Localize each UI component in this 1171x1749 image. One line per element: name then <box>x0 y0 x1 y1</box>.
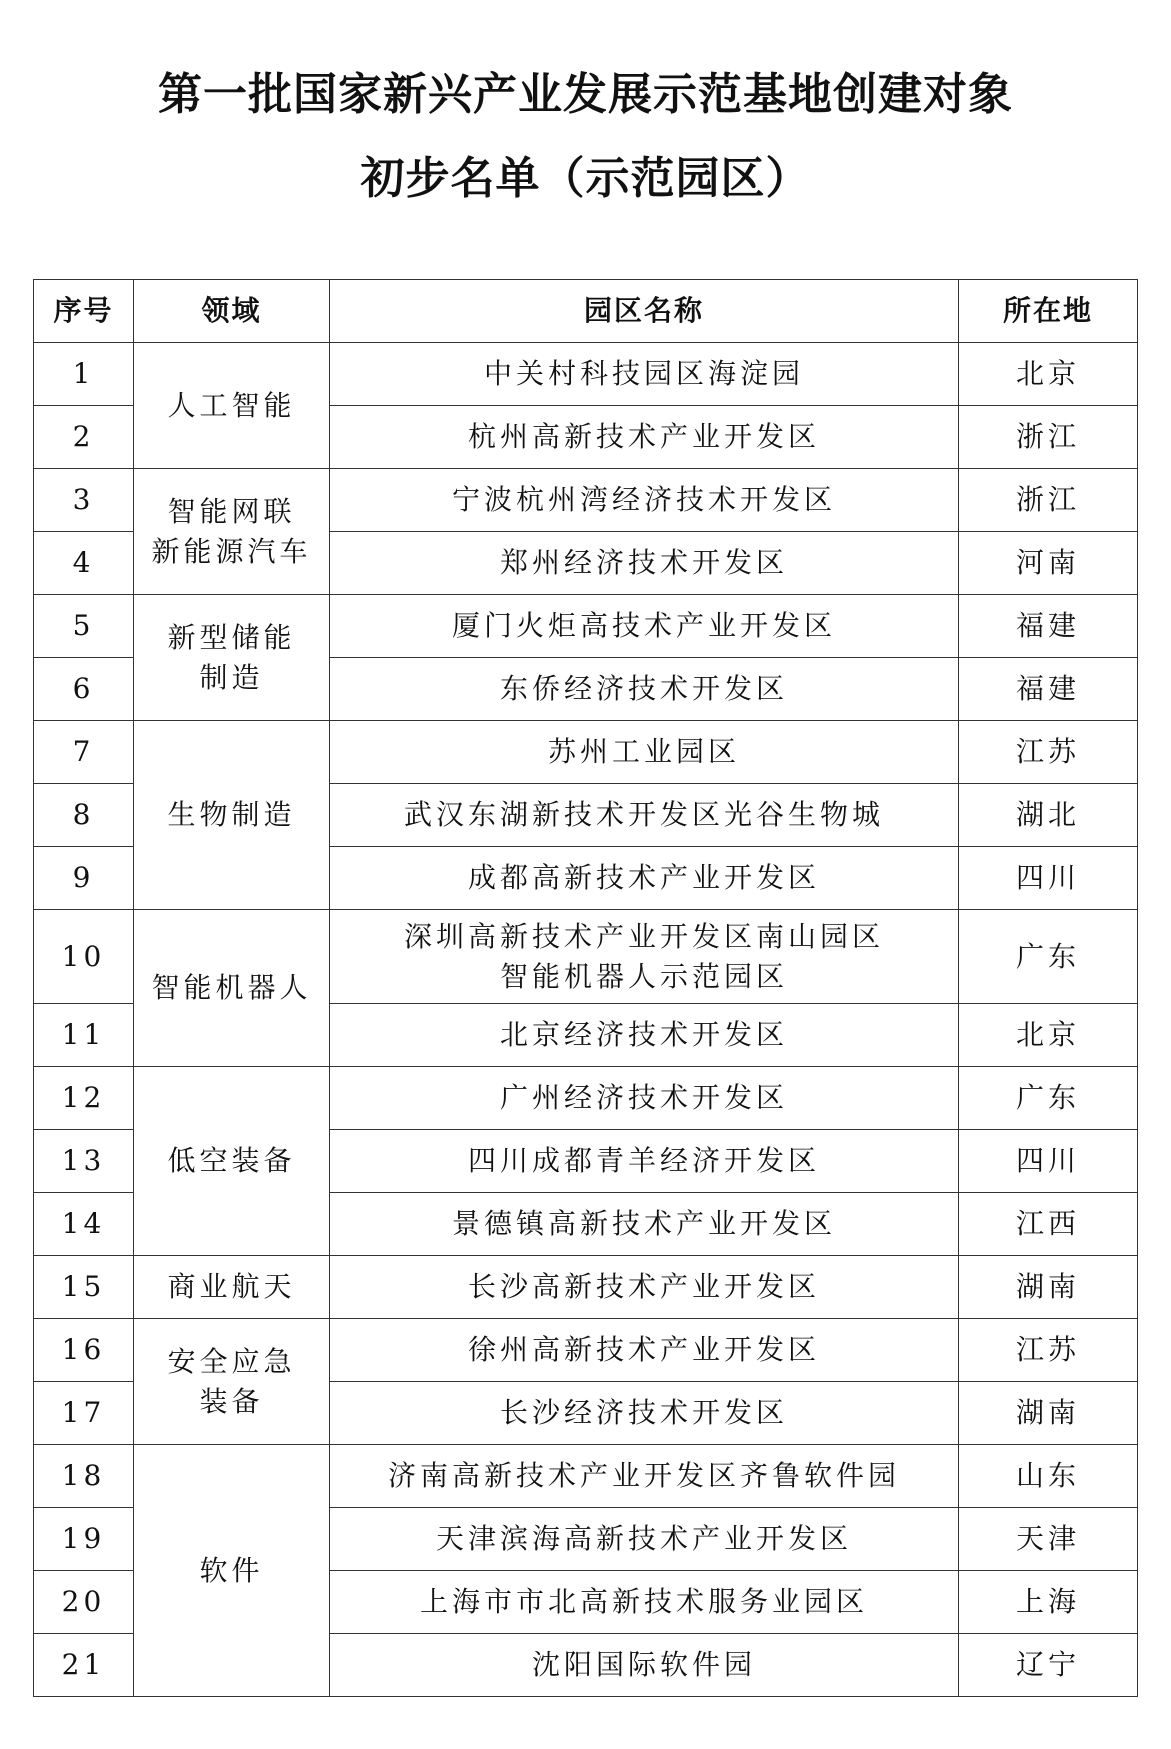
park-name-line: 中关村科技园区海淀园 <box>483 357 804 391</box>
row-location: 山东 <box>959 1445 1138 1508</box>
row-location: 辽宁 <box>959 1634 1138 1697</box>
column-header-number: 序号 <box>34 280 134 343</box>
park-name-line: 郑州经济技术开发区 <box>499 546 788 580</box>
row-location: 浙江 <box>959 469 1138 532</box>
park-name-line: 东侨经济技术开发区 <box>499 672 788 706</box>
park-name-line: 北京经济技术开发区 <box>499 1018 788 1052</box>
row-number: 3 <box>34 469 134 532</box>
row-number: 8 <box>34 784 134 847</box>
page-subtitle: 初步名单（示范园区） <box>360 153 811 204</box>
row-number: 14 <box>34 1193 134 1256</box>
park-name-line: 智能机器人示范园区 <box>499 959 788 993</box>
row-number: 10 <box>34 910 134 1004</box>
row-domain: 智能机器人 <box>134 910 330 1067</box>
park-name-line: 杭州高新技术产业开发区 <box>467 420 820 454</box>
row-park-name <box>330 406 959 469</box>
row-park-name <box>330 1571 959 1634</box>
row-location: 浙江 <box>959 406 1138 469</box>
row-number: 2 <box>34 406 134 469</box>
table-header-row <box>34 280 1138 343</box>
row-park-name <box>330 847 959 910</box>
table-body <box>34 343 1138 1697</box>
row-location: 福建 <box>959 595 1138 658</box>
row-domain: 安全应急 装备 <box>134 1319 330 1445</box>
row-location: 四川 <box>959 847 1138 910</box>
row-number: 1 <box>34 343 134 406</box>
row-number: 7 <box>34 721 134 784</box>
row-number: 9 <box>34 847 134 910</box>
row-number: 11 <box>34 1004 134 1067</box>
row-park-name <box>330 658 959 721</box>
table-row <box>34 1067 1138 1130</box>
park-name-line: 深圳高新技术产业开发区南山园区 <box>403 920 884 954</box>
park-name-line: 广州经济技术开发区 <box>499 1081 788 1115</box>
row-location: 江西 <box>959 1193 1138 1256</box>
table-row <box>34 469 1138 532</box>
park-name-line: 长沙高新技术产业开发区 <box>467 1270 820 1304</box>
row-location: 江苏 <box>959 1319 1138 1382</box>
row-park-name <box>330 1634 959 1697</box>
park-name-line: 济南高新技术产业开发区齐鲁软件园 <box>387 1459 900 1493</box>
row-number: 20 <box>34 1571 134 1634</box>
column-header-domain: 领域 <box>134 280 330 343</box>
row-number: 13 <box>34 1130 134 1193</box>
park-name-line: 上海市市北高新技术服务业园区 <box>419 1585 868 1619</box>
table-row <box>34 1445 1138 1508</box>
row-location: 四川 <box>959 1130 1138 1193</box>
row-park-name <box>330 910 959 1004</box>
row-domain: 新型储能 制造 <box>134 595 330 721</box>
row-park-name <box>330 595 959 658</box>
row-location: 福建 <box>959 658 1138 721</box>
row-domain: 低空装备 <box>134 1067 330 1256</box>
row-domain: 智能网联 新能源汽车 <box>134 469 330 595</box>
column-header-park-name: 园区名称 <box>330 280 959 343</box>
row-location: 天津 <box>959 1508 1138 1571</box>
row-number: 6 <box>34 658 134 721</box>
row-number: 19 <box>34 1508 134 1571</box>
row-location: 湖北 <box>959 784 1138 847</box>
table-row <box>34 1256 1138 1319</box>
table-row <box>34 595 1138 658</box>
row-domain: 生物制造 <box>134 721 330 910</box>
table-row <box>34 721 1138 784</box>
row-park-name <box>330 1256 959 1319</box>
park-name-line: 徐州高新技术产业开发区 <box>467 1333 820 1367</box>
row-number: 4 <box>34 532 134 595</box>
row-park-name <box>330 469 959 532</box>
row-location: 北京 <box>959 343 1138 406</box>
row-park-name <box>330 1067 959 1130</box>
row-number: 16 <box>34 1319 134 1382</box>
park-list-table <box>33 279 1138 1697</box>
table-row <box>34 1319 1138 1382</box>
row-park-name <box>330 1193 959 1256</box>
row-number: 17 <box>34 1382 134 1445</box>
park-name-line: 四川成都青羊经济开发区 <box>467 1144 820 1178</box>
row-domain: 人工智能 <box>134 343 330 469</box>
row-park-name <box>330 343 959 406</box>
row-location: 江苏 <box>959 721 1138 784</box>
table-row <box>34 910 1138 1004</box>
park-name-line: 厦门火炬高技术产业开发区 <box>451 609 836 643</box>
row-park-name <box>330 532 959 595</box>
row-location: 北京 <box>959 1004 1138 1067</box>
row-number: 18 <box>34 1445 134 1508</box>
column-header-location: 所在地 <box>959 280 1138 343</box>
park-name-line: 武汉东湖新技术开发区光谷生物城 <box>403 798 884 832</box>
row-location: 湖南 <box>959 1256 1138 1319</box>
row-location: 广东 <box>959 910 1138 1004</box>
park-name-line: 成都高新技术产业开发区 <box>467 861 820 895</box>
park-name-line: 沈阳国际软件园 <box>531 1648 756 1682</box>
table-row <box>34 343 1138 406</box>
row-park-name <box>330 1382 959 1445</box>
row-location: 河南 <box>959 532 1138 595</box>
park-name-line: 长沙经济技术开发区 <box>499 1396 788 1430</box>
row-number: 15 <box>34 1256 134 1319</box>
row-park-name <box>330 1004 959 1067</box>
row-number: 5 <box>34 595 134 658</box>
park-name-line: 宁波杭州湾经济技术开发区 <box>451 483 836 517</box>
row-park-name <box>330 784 959 847</box>
row-number: 12 <box>34 1067 134 1130</box>
row-park-name <box>330 1319 959 1382</box>
row-location: 湖南 <box>959 1382 1138 1445</box>
park-name-line: 天津滨海高新技术产业开发区 <box>435 1522 852 1556</box>
page-title: 第一批国家新兴产业发展示范基地创建对象 <box>158 69 1013 120</box>
row-location: 广东 <box>959 1067 1138 1130</box>
row-domain: 商业航天 <box>134 1256 330 1319</box>
park-name-line: 景德镇高新技术产业开发区 <box>451 1207 836 1241</box>
row-park-name <box>330 1130 959 1193</box>
row-location: 上海 <box>959 1571 1138 1634</box>
row-domain: 软件 <box>134 1445 330 1697</box>
row-park-name <box>330 721 959 784</box>
row-park-name <box>330 1508 959 1571</box>
row-number: 21 <box>34 1634 134 1697</box>
park-name-line: 苏州工业园区 <box>547 735 740 769</box>
row-park-name <box>330 1445 959 1508</box>
